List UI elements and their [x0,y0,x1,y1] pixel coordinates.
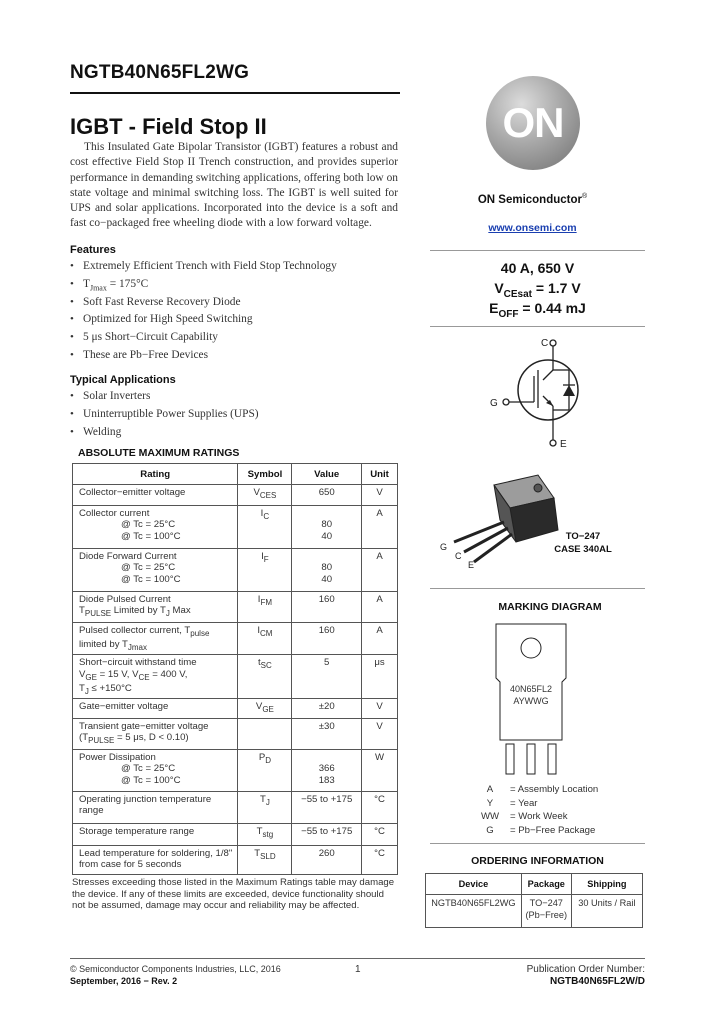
applications-list [70,390,400,443]
pin-label: E [468,560,475,570]
list-item: • Solar Inverters [70,390,400,408]
table-row: Diode Pulsed Current $T_{PULSE}$ Limited by $T_J$ Max $I_{FM}$ 160 A [73,592,398,623]
list-item: • Welding [70,426,400,444]
page-title: IGBT - Field Stop II [70,114,267,139]
list-item: • Optimized for High Speed Switching [70,313,400,331]
part-number: NGTB40N65FL2WG [70,62,250,83]
applications-heading: Typical Applications [70,374,176,386]
table-row: NGTB40N65FL2WG TO−247 (Pb−Free) 30 Units / Rail [426,895,643,928]
table-header-row [426,874,643,895]
title-rule [70,92,400,94]
footer-rule [70,958,645,959]
emitter-label: E [560,439,567,450]
revision-date: September, 2016 − Rev. 2 [70,976,178,986]
pin-label: C [455,551,462,561]
column-header: Rating [73,464,238,485]
divider [430,250,645,251]
column-header: Package [521,874,571,895]
ordering-table [425,873,643,928]
list-item: • Extremely Efficient Trench with Field Stop Technology [70,260,400,278]
list-item: • These are Pb−Free Devices [70,349,400,367]
list-item: • Uninterruptible Power Supplies (UPS) [70,408,400,426]
column-header: Unit [362,464,398,485]
marking-heading: MARKING DIAGRAM [498,601,602,613]
table-row: Diode Forward Current @ Tc = 25°C @ Tc = 100°C $I_F$ 80 40 A [73,549,398,592]
package-drawing [436,470,566,570]
table-row: Transient gate−emitter voltage ($T_{PULSE} = 5$ μs, D < 0.10) ±30 V [73,719,398,750]
divider [430,326,645,327]
copyright: © Semiconductor Components Industries, LLC, 2016 [70,964,281,974]
on-logo[interactable]: ON [486,76,580,170]
spec-eoff: $E_{OFF} = 0.44$ mJ [489,300,586,320]
marking-legend: A = Assembly Location Y = Year WW = Work Week G = Pb−Free Package [480,784,599,836]
stress-note: Stresses exceeding those listed in the Maximum Ratings table may damage the device. If any of these limits are exceeded, device functionality should not be assumed, damage may occur and reliability may be affected. [72,877,395,911]
column-header: Symbol [238,464,292,485]
brand-name: ON Semiconductor® [477,193,588,206]
column-header: Shipping [571,874,642,895]
publication-label: Publication Order Number: [526,964,645,975]
table-row: Storage temperature range $T_{stg}$ −55 to +175 °C [73,824,398,846]
column-header: Value [292,464,362,485]
website-link[interactable]: www.onsemi.com [488,222,577,234]
spec-current-voltage: 40 A, 650 V [500,260,575,276]
gate-label: G [490,398,498,409]
igbt-symbol [480,330,610,460]
column-header: Device [426,874,522,895]
divider [430,588,645,589]
table-row: Pulsed collector current, $T_{pulse}$ limited by $T_{Jmax}$ $I_{CM}$ 160 A [73,623,398,655]
list-item: • Soft Fast Reverse Recovery Diode [70,296,400,314]
collector-label: C [541,338,549,349]
package-name: TO−247 [565,531,601,542]
table-row: Collector−emitter voltage $V_{CES}$ 650 V [73,485,398,506]
list-item: • 5 μs Short−Circuit Capability [70,331,400,349]
package-case: CASE 340AL [554,544,612,555]
ratings-heading: ABSOLUTE MAXIMUM RATINGS [78,447,240,459]
pin-label: G [440,542,448,552]
table-row: Short−circuit withstand time $V_{GE} = 15$ V, $V_{CE} = 400$ V, $T_J \le +150^\circ C$ $t_{SC}$ 5 μs [73,655,398,699]
table-row: Operating junction temperature range $T_J$ −55 to +175 °C [73,792,398,824]
divider [430,843,645,844]
page-number: 1 [355,964,361,975]
ordering-heading: ORDERING INFORMATION [471,855,604,867]
table-row: Gate−emitter voltage $V_{GE}$ ±20 V [73,699,398,719]
features-list [70,260,400,367]
spec-vcesat: $V_{CEsat} = 1.7$ V [494,280,581,300]
table-row: Power Dissipation @ Tc = 25°C @ Tc = 100°C $P_D$ 366 183 W [73,750,398,792]
table-header-row [73,464,398,485]
features-heading: Features [70,244,116,256]
table-row: Collector current @ Tc = 25°C @ Tc = 100°C $I_C$ 80 40 A [73,506,398,549]
marking-line-2: AYWWG [513,696,549,706]
intro-paragraph: This Insulated Gate Bipolar Transistor (IGBT) features a robust and cost effective Field Stop II Trench construction, and provides superior performance in demanding switching applications, offering both low on state voltage and minimal switching loss. The IGBT is well suited for UPS and solar applications. Incorporated into the device is a soft and fast co−packaged free wheeling diode with a low forward voltage. [70,141,398,230]
ratings-table [72,463,398,875]
list-item: • $T_{Jmax} = 175^\circ C$ [70,278,400,296]
table-row: Lead temperature for soldering, 1/8" from case for 5 seconds $T_{SLD}$ 260 °C [73,846,398,875]
publication-number: NGTB40N65FL2W/D [549,976,645,987]
marking-line-1: 40N65FL2 [509,684,553,694]
